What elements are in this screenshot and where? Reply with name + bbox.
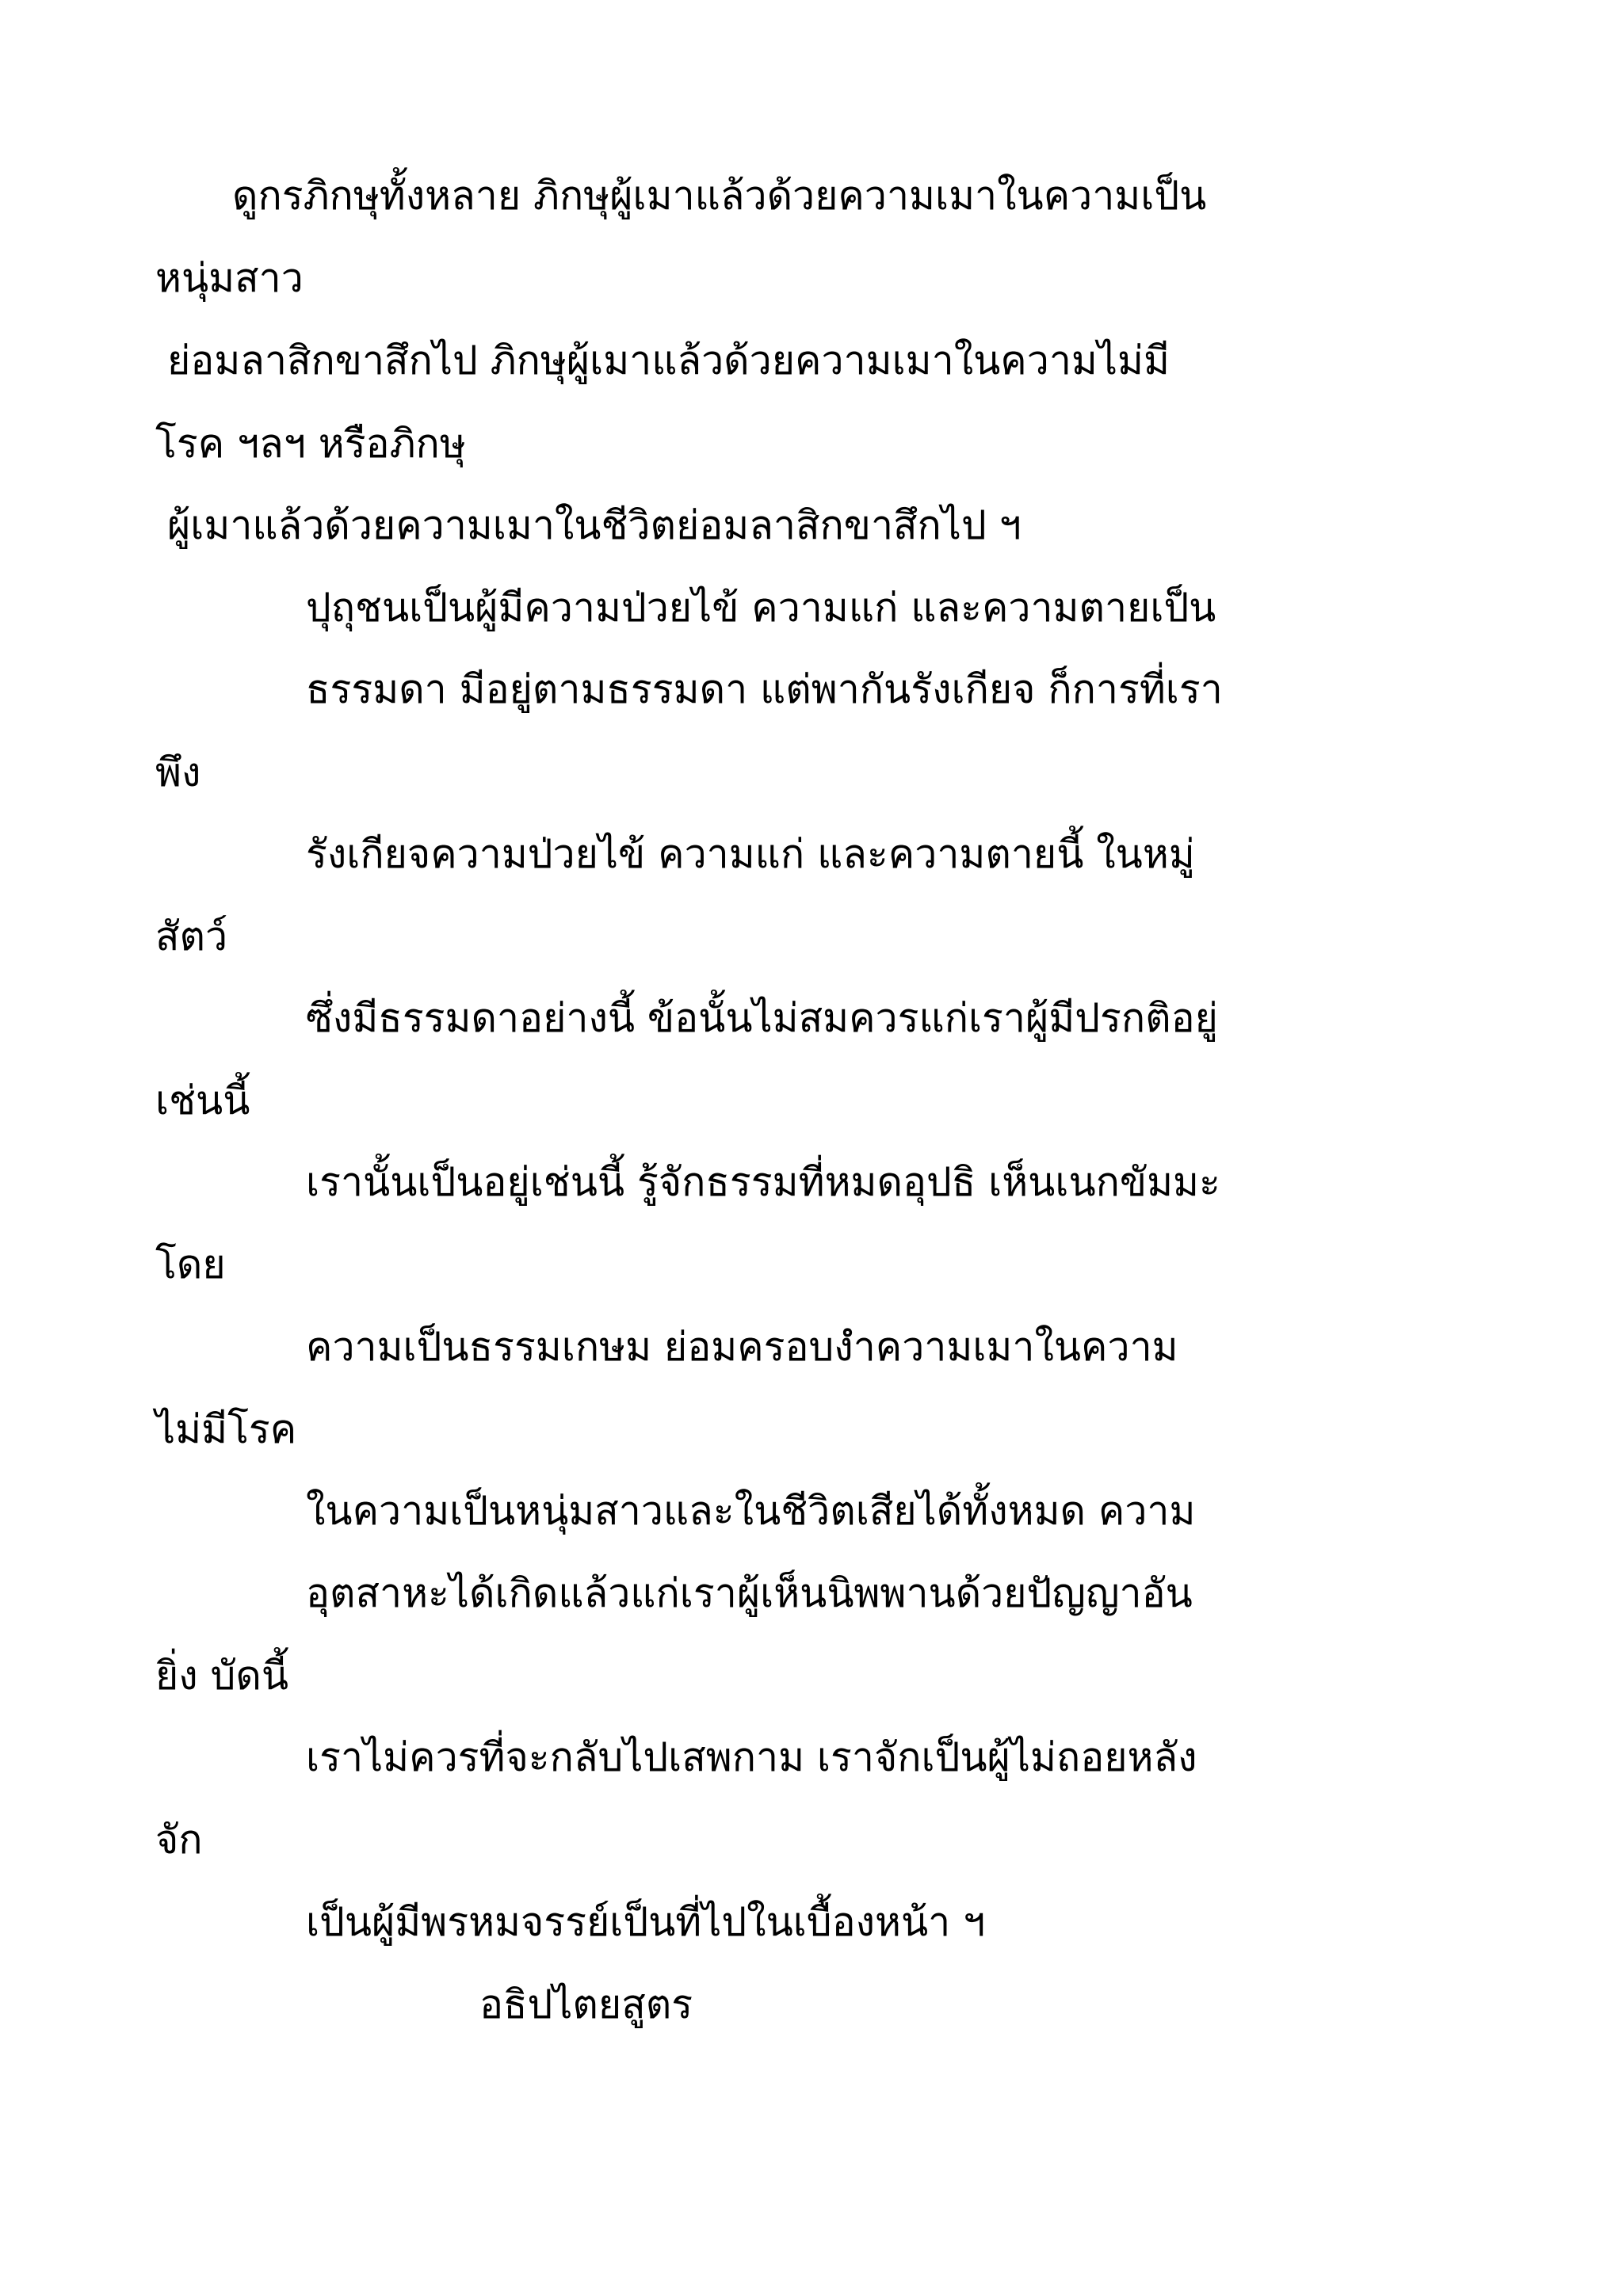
text-line: ไม่มีโรค xyxy=(155,1406,297,1452)
text-line: ความเป็นธรรมเกษม ย่อมครอบงำความเมาในความ xyxy=(306,1324,1178,1370)
text-line: พึง xyxy=(155,749,201,795)
text-line: โรค ฯลฯ หรือภิกษุ xyxy=(155,421,466,467)
text-line: ในความเป็นหนุ่มสาวและในชีวิตเสียได้ทั้งหมด ความ xyxy=(306,1488,1196,1534)
text-line: ซึ่งมีธรรมดาอย่างนี้ ข้อนั้นไม่สมควรแก่เราผู้มีปรกติอยู่ xyxy=(306,995,1218,1041)
text-line: เป็นผู้มีพรหมจรรย์เป็นที่ไปในเบื้องหน้า ฯ xyxy=(306,1899,986,1945)
text-line: ปุถุชนเป็นผู้มีความป่วยไข้ ความแก่ และความตายเป็น xyxy=(306,585,1216,631)
text-line: ดูกรภิกษุทั้งหลาย ภิกษุผู้เมาแล้วด้วยความเมาในความเป็น xyxy=(232,173,1207,219)
text-line: รังเกียจความป่วยไข้ ความแก่ และความตายนี้ ในหมู่ xyxy=(306,831,1195,877)
text-line: เรานั้นเป็นอยู่เช่นนี้ รู้จักธรรมที่หมดอุปธิ เห็นเนกขัมมะ xyxy=(306,1159,1220,1205)
text-line: ผู้เมาแล้วด้วยความเมาในชีวิตย่อมลาสิกขาสึกไป ฯ xyxy=(167,502,1022,548)
text-line: เราไม่ควรที่จะกลับไปเสพกาม เราจักเป็นผู้ไม่ถอยหลัง xyxy=(306,1734,1197,1780)
text-line: สัตว์ xyxy=(155,913,228,959)
text-line: ย่อมลาสิกขาสึกไป ภิกษุผู้เมาแล้วด้วยความเมาในความไม่มี xyxy=(167,338,1170,383)
text-line: ยิ่ง บัดนี้ xyxy=(155,1653,288,1699)
text-line: ธรรมดา มีอยู่ตามธรรมดา แต่พากันรังเกียจ ก็การที่เรา xyxy=(306,666,1223,712)
text-line: อุตสาหะได้เกิดแล้วแก่เราผู้เห็นนิพพานด้วยปัญญาอัน xyxy=(306,1570,1193,1616)
text-line: โดย xyxy=(155,1241,226,1287)
text-line: เช่นนี้ xyxy=(155,1077,250,1123)
text-line: หนุ่มสาว xyxy=(155,255,304,301)
section-title: อธิปไตยสูตร xyxy=(479,1981,693,2027)
text-line: จัก xyxy=(155,1817,203,1863)
